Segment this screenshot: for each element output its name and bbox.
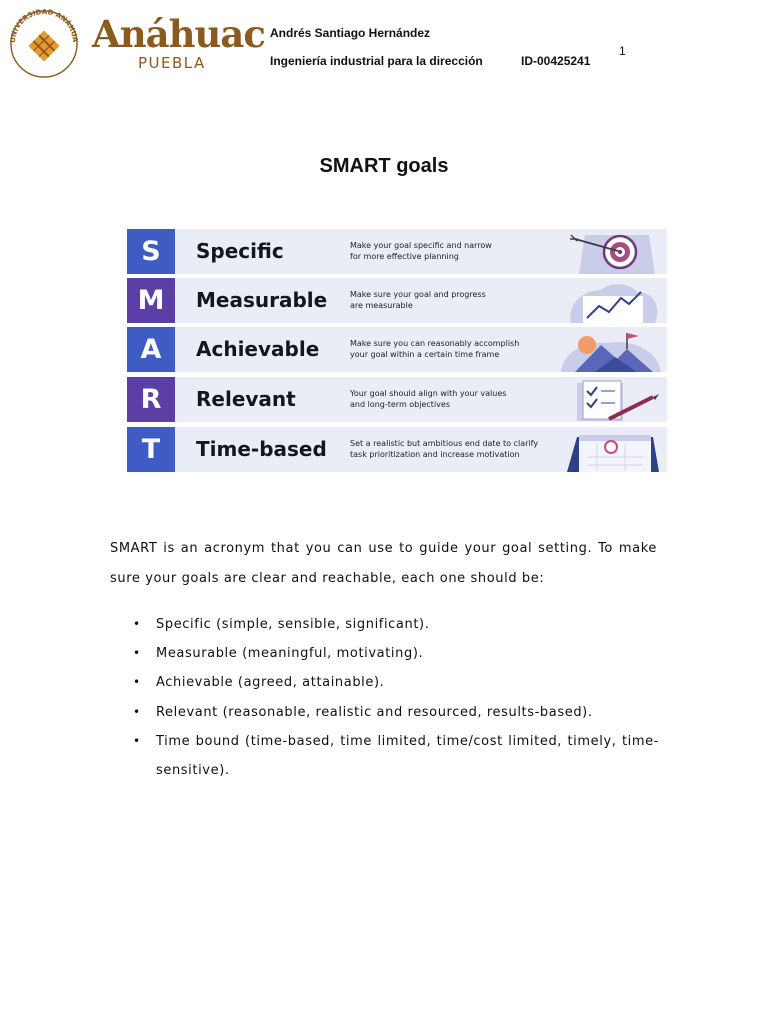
smart-description: Make your goal specific and narrow for more effective planning xyxy=(350,241,492,261)
smart-description: Set a realistic but ambitious end date to clarify task prioritization and increase motivation xyxy=(350,439,539,459)
author-name: Andrés Santiago Hernández xyxy=(270,26,431,40)
smart-description: Make sure you can reasonably accomplish your goal within a certain time frame xyxy=(350,339,520,359)
list-item: • Time bound (time-based, time limited, time/cost limited, timely, time-sensitive). xyxy=(133,727,659,785)
smart-word: Measurable xyxy=(196,288,328,312)
smart-criteria-list xyxy=(133,610,659,785)
smart-letter: M xyxy=(127,278,175,323)
list-item: • Measurable (meaningful, motivating). xyxy=(133,639,659,668)
smart-word: Relevant xyxy=(196,387,296,411)
smart-letter: S xyxy=(127,229,175,274)
smart-row-achievable xyxy=(127,327,667,372)
student-id: ID-00425241 xyxy=(521,54,591,68)
list-item: • Achievable (agreed, attainable). xyxy=(133,668,659,697)
smart-word: Achievable xyxy=(196,337,320,361)
brand-name: Anáhuac xyxy=(92,12,265,56)
smart-letter: T xyxy=(127,427,175,472)
bullet-icon: • xyxy=(133,646,141,661)
document-title: SMART goals xyxy=(319,155,449,177)
chart-icon xyxy=(557,278,667,323)
smart-row-time-based xyxy=(127,427,667,472)
page-number: 1 xyxy=(619,44,626,58)
bullet-icon: • xyxy=(133,675,141,690)
program-name: Ingeniería industrial para la dirección xyxy=(270,54,483,68)
brand-campus: PUEBLA xyxy=(138,54,206,72)
mountain-flag-icon xyxy=(557,327,667,372)
calendar-icon xyxy=(557,427,667,472)
smart-description: Make sure your goal and progress are measurable xyxy=(350,290,486,310)
smart-row-specific xyxy=(127,229,667,274)
bullet-icon: • xyxy=(133,617,141,631)
smart-infographic xyxy=(127,229,667,474)
svg-text:UNIVERSIDAD ANÁHUAC · VINCE IN: UNIVERSIDAD ANÁHUA xyxy=(8,8,80,44)
intro-paragraph: SMART is an acronym that you can use to guide your goal setting. To make sure your goals are clear and reachable, each one should be: xyxy=(110,541,657,586)
smart-word: Time-based xyxy=(196,437,327,461)
list-item: • Relevant (reasonable, realistic and resourced, results-based). xyxy=(133,698,659,727)
smart-row-relevant xyxy=(127,377,667,422)
smart-letter: R xyxy=(127,377,175,422)
smart-word: Specific xyxy=(196,239,284,263)
list-item: • Specific (simple, sensible, significant). xyxy=(133,610,659,639)
checklist-icon xyxy=(557,377,667,422)
bullet-icon: • xyxy=(133,704,141,719)
smart-description: Your goal should align with your values and long-term objectives xyxy=(350,389,507,409)
bullet-icon: • xyxy=(133,733,141,748)
target-icon xyxy=(557,229,667,274)
university-seal xyxy=(6,8,82,78)
smart-row-measurable xyxy=(127,278,667,323)
smart-letter: A xyxy=(127,327,175,372)
brand-logo xyxy=(92,12,265,74)
